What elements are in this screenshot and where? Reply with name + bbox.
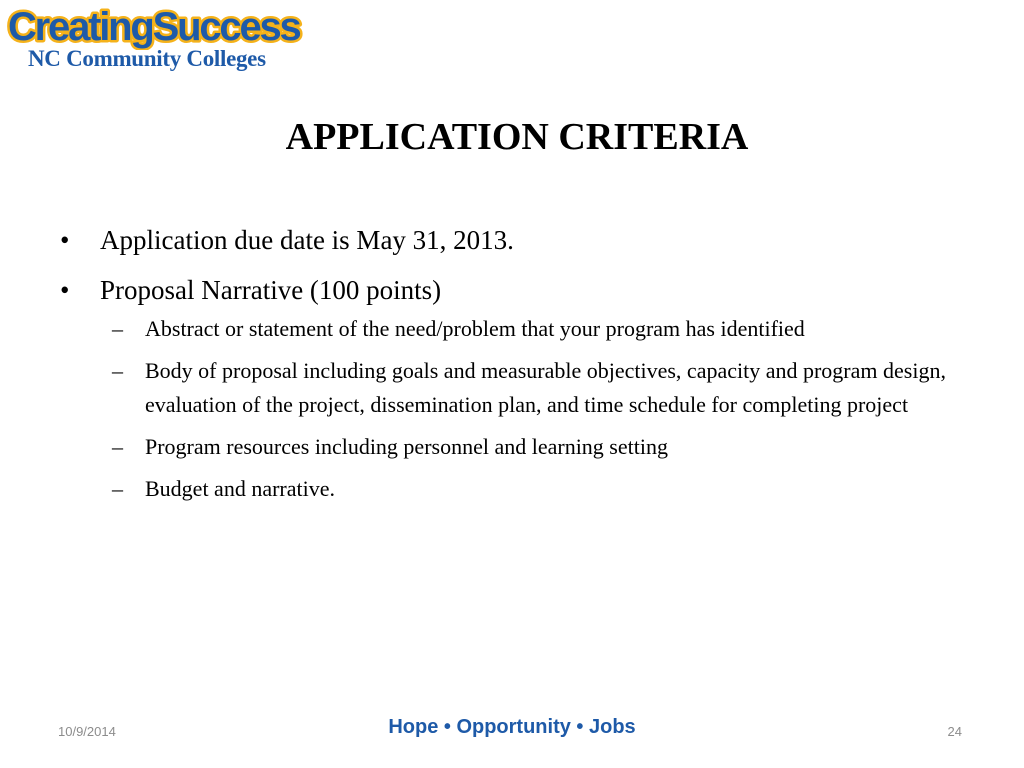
logo-subtitle: NC Community Colleges xyxy=(28,46,266,71)
sub-bullet-item xyxy=(60,430,970,464)
slide-title: APPLICATION CRITERIA xyxy=(285,116,749,158)
bullet-item xyxy=(60,222,970,258)
footer-tagline: Hope • Opportunity • Jobs xyxy=(388,716,636,738)
bullet-text: Proposal Narrative (100 points) xyxy=(100,275,442,305)
footer-date: 10/9/2014 xyxy=(58,724,116,739)
logo-title: CreatingSuccess xyxy=(8,5,300,49)
logo-wordmark xyxy=(6,2,346,50)
sub-bullet-dash: – xyxy=(112,358,123,383)
bullet-dot: • xyxy=(60,275,70,305)
sub-bullet-text: Budget and narrative. xyxy=(145,476,335,501)
bullet-item xyxy=(60,272,970,308)
sub-bullet-dash: – xyxy=(112,476,123,501)
sub-bullet-text: Abstract or statement of the need/problem that your program has identified xyxy=(145,316,805,341)
sub-bullet-item xyxy=(60,354,970,422)
sub-bullet-item xyxy=(60,472,970,506)
sub-bullet-dash: – xyxy=(112,434,123,459)
sub-bullet-text: Program resources including personnel and learning setting xyxy=(145,434,668,459)
bullet-text: Application due date is May 31, 2013. xyxy=(100,225,514,255)
sub-bullet-dash: – xyxy=(112,316,123,341)
bullet-list xyxy=(60,222,970,514)
creating-success-logo xyxy=(6,2,346,74)
sub-bullet-item xyxy=(60,312,970,346)
sub-bullet-list xyxy=(60,312,970,506)
sub-bullet-text: Body of proposal including goals and measurable objectives, capacity and program design, evaluation of the project, dissemination plan, and time schedule for completing project xyxy=(145,358,946,417)
slide-number: 24 xyxy=(947,724,962,739)
bullet-dot: • xyxy=(60,225,70,255)
